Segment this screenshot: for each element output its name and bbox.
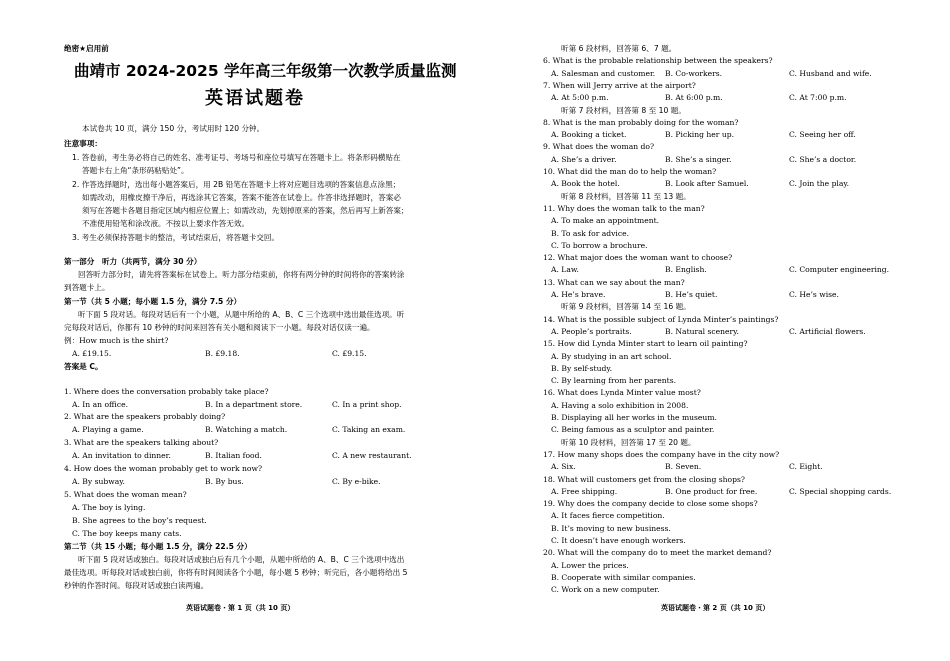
option: C. Being famous as a sculptor and painter. xyxy=(551,425,715,435)
option: B. Displaying all her works in the museum. xyxy=(551,413,717,422)
question: 16. What does Lynda Minter value most? xyxy=(543,388,701,398)
option-c: C. Artificial flowers. xyxy=(789,326,866,336)
option: A. Lower the prices. xyxy=(551,560,629,570)
confidential-label: 绝密★启用前 xyxy=(64,44,109,53)
option-c: C. He’s wise. xyxy=(789,290,839,299)
option-c: C. £9.15. xyxy=(332,349,367,358)
option-a: A. Six. xyxy=(551,462,576,472)
question: 18. What will customers get from the closing shops? xyxy=(543,474,745,484)
question: 8. What is the man probably doing for the woman? xyxy=(543,117,739,127)
page-footer: 英语试题卷・第 1 页（共 10 页） xyxy=(186,604,295,612)
option: B. To ask for advice. xyxy=(551,228,630,238)
question: 3. What are the speakers talking about? xyxy=(64,438,219,447)
section2-heading: 第二节（共 15 小题；每小题 1.5 分，满分 22.5 分） xyxy=(64,542,252,551)
option: A. Having a solo exhibition in 2008. xyxy=(551,400,689,410)
question: 1. Where does the conversation probably take place? xyxy=(64,387,269,396)
question: 13. What can we say about the man? xyxy=(543,277,685,287)
option: B. Cooperate with similar companies. xyxy=(551,572,696,582)
question: 12. What major does the woman want to choose? xyxy=(543,253,733,263)
question: 19. Why does the company decide to close some shops? xyxy=(543,499,758,509)
option-a: A. Booking a ticket. xyxy=(551,130,627,140)
question: 14. What is the possible subject of Lynda Minter’s paintings? xyxy=(543,314,779,324)
example-question: 例：How much is the shirt? xyxy=(64,336,169,345)
option-a: A. In an office. xyxy=(72,400,129,409)
option-b: B. She agrees to the boy’s request. xyxy=(72,516,207,525)
option-b: B. He’s quiet. xyxy=(665,290,718,299)
question: 20. What will the company do to meet the market demand? xyxy=(543,548,772,558)
option-c: C. By e-bike. xyxy=(332,477,381,486)
question: 10. What did the man do to help the woman? xyxy=(543,167,717,176)
notice-line: 不准使用铅笔和涂改液。不按以上要求作答无效。 xyxy=(82,219,250,228)
notice-heading: 注意事项： xyxy=(64,139,102,148)
question: 2. What are the speakers probably doing? xyxy=(64,412,226,421)
option-c: C. Seeing her off. xyxy=(789,130,856,140)
notice-line: 答题卡右上角“条形码粘贴处”。 xyxy=(82,166,189,175)
option-c: C. Husband and wife. xyxy=(789,68,872,78)
question: 5. What does the woman mean? xyxy=(64,490,187,499)
option: B. It’s moving to new business. xyxy=(551,523,671,533)
option-a: A. Law. xyxy=(551,265,579,275)
option-a: A. Book the hotel. xyxy=(551,179,620,189)
option-c: C. She’s a doctor. xyxy=(789,154,857,164)
option-a: A. He’s brave. xyxy=(551,290,606,299)
exam-subtitle: 英语试题卷 xyxy=(205,88,305,109)
option-b: B. By bus. xyxy=(205,477,244,486)
listening-instruction: 听第 9 段材料，回答第 14 至 16 题。 xyxy=(561,302,691,312)
option: C. To borrow a brochure. xyxy=(551,240,648,250)
section1-instruction: 听下面 5 段对话。每段对话后有一个小题，从题中所给的 A、B、C 三个选项中选出最佳选项。听 xyxy=(78,310,405,319)
question: 9. What does the woman do? xyxy=(543,142,655,152)
option-a: A. At 5:00 p.m. xyxy=(551,93,609,103)
option-a: A. She’s a driver. xyxy=(551,154,617,164)
question: 11. Why does the woman talk to the man? xyxy=(543,203,705,213)
option-b: B. £9.18. xyxy=(205,349,240,358)
question: 4. How does the woman probably get to work now? xyxy=(64,464,263,473)
exam-page-2 xyxy=(475,0,950,661)
option-b: B. Natural scenery. xyxy=(665,326,739,336)
question: 15. How did Lynda Minter start to learn oil painting? xyxy=(543,339,748,349)
option-b: B. Watching a match. xyxy=(205,425,288,434)
option-b: B. One product for free. xyxy=(665,486,758,496)
section2-instruction: 最佳选项。听每段对话或独白前，你将有时间阅读各个小题，每小题 5 秒钟；听完后，各小题将给出 5 xyxy=(64,568,408,577)
exam-title: 曲靖市 2024-2025 学年高三年级第一次教学质量监测 xyxy=(74,62,457,80)
option-c: C. Join the play. xyxy=(789,179,850,189)
option-a: A. An invitation to dinner. xyxy=(72,451,171,460)
question: 7. When will Jerry arrive at the airport? xyxy=(543,80,696,90)
option: C. It doesn’t have enough workers. xyxy=(551,536,686,545)
notice-line: 2. 作答选择题时，选出每小题答案后，用 2B 铅笔在答题卡上将对应题目选项的答案信息点涂黑； xyxy=(72,180,401,189)
option-c: C. The boy keeps many cats. xyxy=(72,529,182,538)
notice-line: 3. 考生必须保持答题卡的整洁，考试结束后，将答题卡交回。 xyxy=(72,233,280,242)
option: A. By studying in an art school. xyxy=(551,351,672,361)
option: A. It faces fierce competition. xyxy=(551,511,665,521)
notice-line: 须写在答题卡各题目指定区域内相应位置上；如需改动，先划掉原来的答案，然后再写上新答案； xyxy=(82,206,409,215)
option-a: A. The boy is lying. xyxy=(72,503,146,512)
option-b: B. Look after Samuel. xyxy=(665,179,749,189)
listening-instruction: 听第 6 段材料，回答第 6、7 题。 xyxy=(561,44,677,53)
option-b: B. English. xyxy=(665,265,707,275)
option: B. By self-study. xyxy=(551,363,613,373)
exam-intro: 本试卷共 10 页，满分 150 分，考试用时 120 分钟。 xyxy=(82,124,265,133)
listening-instruction: 听第 7 段材料，回答第 8 至 10 题。 xyxy=(561,105,686,115)
option-a: A. By subway. xyxy=(72,477,125,486)
option-a: A. People’s portraits. xyxy=(551,326,632,336)
section1-heading: 第一节（共 5 小题；每小题 1.5 分，满分 7.5 分） xyxy=(64,297,242,306)
option-b: B. At 6:00 p.m. xyxy=(665,93,723,103)
part1-instruction: 到答题卡上。 xyxy=(64,283,110,292)
option-b: B. In a department store. xyxy=(205,400,303,409)
option-b: B. Italian food. xyxy=(205,451,262,460)
listening-instruction: 听第 8 段材料，回答第 11 至 13 题。 xyxy=(561,191,691,201)
option: C. Work on a new computer. xyxy=(551,585,660,595)
option-c: C. In a print shop. xyxy=(332,400,402,409)
option-c: C. A new restaurant. xyxy=(332,451,412,460)
notice-line: 如需改动，用橡皮擦干净后，再选涂其它答案，答案不能答在试卷上。作答非选择题时，答案必 xyxy=(82,193,401,202)
option: A. To make an appointment. xyxy=(551,216,660,226)
question: 17. How many shops does the company have in the city now? xyxy=(543,449,780,459)
option-c: C. Computer engineering. xyxy=(789,265,890,275)
option-c: C. At 7:00 p.m. xyxy=(789,93,847,103)
question: 6. What is the probable relationship between the speakers? xyxy=(543,56,773,66)
option-c: C. Eight. xyxy=(789,462,823,472)
page-footer: 英语试题卷・第 2 页（共 10 页） xyxy=(661,604,770,612)
notice-line: 1. 答卷前，考生务必将自己的姓名、准考证号、考场号和座位号填写在答题卡上。将条形码横贴在 xyxy=(72,153,401,162)
listening-instruction: 听第 10 段材料，回答第 17 至 20 题。 xyxy=(561,437,696,447)
option-b: B. She’s a singer. xyxy=(665,154,732,164)
example-answer: 答案是 C。 xyxy=(64,362,103,371)
part1-instruction: 回答听力部分时，请先将答案标在试卷上。听力部分结束前，你将有两分钟的时间将你的答案转涂 xyxy=(78,270,405,279)
section2-instruction: 秒钟的作答时间。每段对话或独白读两遍。 xyxy=(64,581,209,590)
section1-instruction: 完每段对话后，你都有 10 秒钟的时间来回答有关小题和阅读下一小题。每段对话仅读一遍。 xyxy=(64,323,375,332)
option-a: A. Free shipping. xyxy=(551,486,618,496)
option-a: A. £19.15. xyxy=(72,349,112,358)
option: C. By learning from her parents. xyxy=(551,376,677,386)
part1-heading: 第一部分 听力（共两节，满分 30 分） xyxy=(64,257,202,266)
option-a: A. Playing a game. xyxy=(72,425,144,434)
option-a: A. Salesman and customer. xyxy=(551,68,656,78)
option-b: B. Picking her up. xyxy=(665,130,734,140)
option-c: C. Taking an exam. xyxy=(332,425,406,434)
option-b: B. Co-workers. xyxy=(665,68,723,78)
section2-instruction: 听下面 5 段对话或独白。每段对话或独白后有几个小题，从题中所给的 A、B、C 三个选项中选出 xyxy=(78,555,405,564)
option-b: B. Seven. xyxy=(665,462,702,472)
option-c: C. Special shopping cards. xyxy=(789,486,892,496)
